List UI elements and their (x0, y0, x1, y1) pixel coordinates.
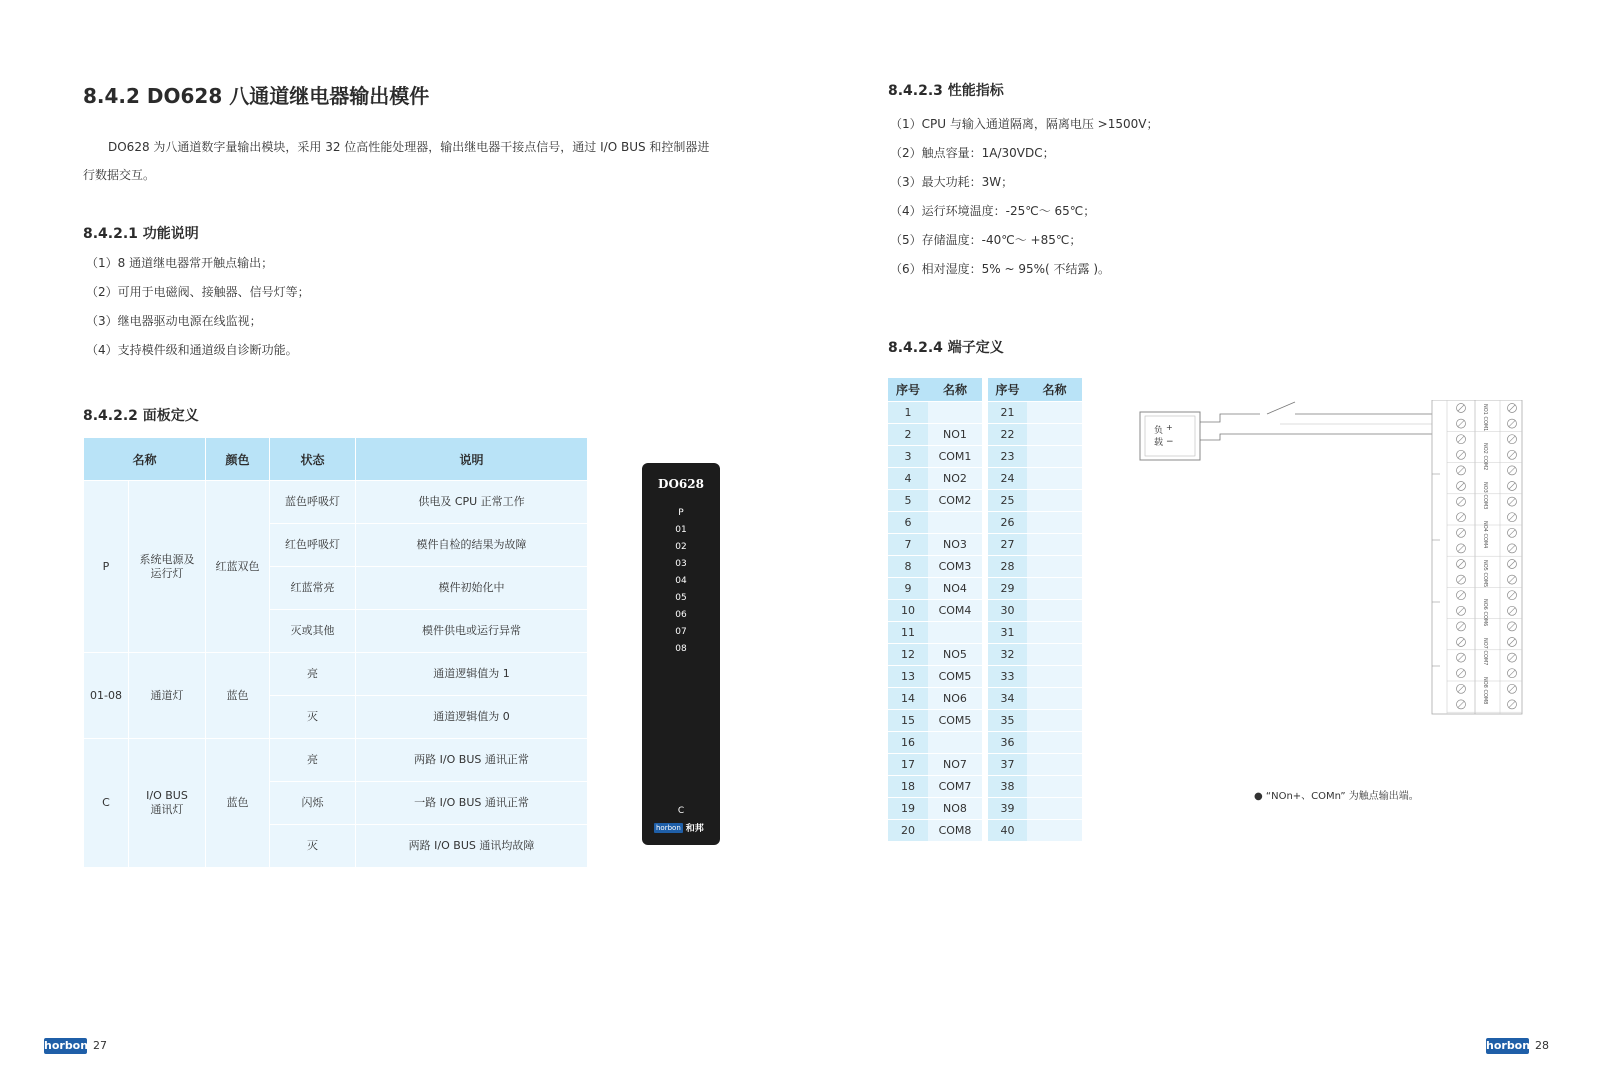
led-desc: 两路 I/O BUS 通讯正常 (356, 739, 588, 782)
table-row (888, 644, 1082, 666)
terminal-name (1027, 402, 1082, 424)
table-row (888, 578, 1082, 600)
terminal-name: COM5 (928, 666, 982, 688)
terminal-index: 1 (888, 402, 928, 424)
led-label-08: 08 (675, 644, 687, 654)
led-id: C (84, 739, 129, 868)
led-desc: 模件供电或运行异常 (356, 610, 588, 653)
terminal-definition-table (888, 378, 1082, 842)
led-desc: 模件自检的结果为故障 (356, 524, 588, 567)
terminal-index: 7 (888, 534, 928, 556)
led-label-05: 05 (675, 593, 687, 603)
wiring-diagram (1135, 400, 1525, 730)
terminal-index: 26 (988, 512, 1027, 534)
perf-item: （6）相对湿度：5% ~ 95%( 不结露 )。 (890, 262, 1111, 276)
terminal-index: 10 (888, 600, 928, 622)
terminal-name: COM8 (928, 820, 982, 842)
table-row (888, 512, 1082, 534)
module-brand-cn: 和邦 (685, 824, 704, 834)
horbon-logo: horbon (1486, 1039, 1531, 1052)
terminal-label: NO7 COM7 (1482, 638, 1488, 666)
table-row (888, 776, 1082, 798)
led-state: 亮 (270, 653, 356, 696)
terminal-index: 37 (988, 754, 1027, 776)
terminal-index: 29 (988, 578, 1027, 600)
table-row (888, 600, 1082, 622)
terminal-index: 3 (888, 446, 928, 468)
terminal-index: 27 (988, 534, 1027, 556)
col-header-name: 名称 (928, 378, 982, 402)
led-state: 灭或其他 (270, 610, 356, 653)
terminal-index: 35 (988, 710, 1027, 732)
terminal-name (1027, 622, 1082, 644)
perf-item: （3）最大功耗：3W； (890, 175, 1014, 189)
intro-line-1: DO628 为八通道数字量输出模块，采用 32 位高性能处理器，输出继电器干接点信号，通过 I/O BUS 和控制器进 (108, 140, 710, 154)
col-header-name: 名称 (1027, 378, 1082, 402)
led-desc: 供电及 CPU 正常工作 (356, 481, 588, 524)
terminal-heading: 8.4.2.4 端子定义 (888, 340, 1004, 356)
terminal-name (1027, 578, 1082, 600)
terminal-name (1027, 732, 1082, 754)
perf-item: （4）运行环境温度：-25℃～ 65℃； (890, 204, 1096, 218)
table-row (888, 534, 1082, 556)
terminal-name: NO5 (928, 644, 982, 666)
led-id: 01-08 (84, 653, 129, 739)
module-title: DO628 (658, 477, 704, 491)
terminal-index: 19 (888, 798, 928, 820)
terminal-index: 36 (988, 732, 1027, 754)
function-item: （2）可用于电磁阀、接触器、信号灯等； (86, 285, 310, 299)
led-name: 通道灯 (129, 653, 206, 739)
terminal-index: 15 (888, 710, 928, 732)
terminal-name: NO3 (928, 534, 982, 556)
terminal-name (1027, 666, 1082, 688)
led-label-07: 07 (675, 627, 687, 637)
table-row (888, 798, 1082, 820)
terminal-index: 33 (988, 666, 1027, 688)
terminal-label: NO3 COM3 (1482, 482, 1488, 510)
function-item: （1）8 通道继电器常开触点输出； (86, 256, 274, 270)
terminal-label: NO8 COM8 (1482, 677, 1488, 705)
minus-sign: − (1166, 437, 1174, 447)
table-row (888, 666, 1082, 688)
page-number: 27 (93, 1039, 107, 1052)
terminal-index: 9 (888, 578, 928, 600)
terminal-index: 23 (988, 446, 1027, 468)
led-state: 亮 (270, 739, 356, 782)
terminal-name: NO2 (928, 468, 982, 490)
terminal-index: 8 (888, 556, 928, 578)
terminal-index: 14 (888, 688, 928, 710)
panel-heading: 8.4.2.2 面板定义 (83, 408, 199, 424)
terminal-name: COM3 (928, 556, 982, 578)
terminal-name: NO4 (928, 578, 982, 600)
led-state: 灭 (270, 825, 356, 868)
terminal-index: 6 (888, 512, 928, 534)
function-item: （3）继电器驱动电源在线监视； (86, 314, 262, 328)
led-desc: 一路 I/O BUS 通讯正常 (356, 782, 588, 825)
perf-heading: 8.4.2.3 性能指标 (888, 83, 1004, 99)
led-name: 系统电源及 运行灯 (129, 481, 206, 653)
led-id: P (84, 481, 129, 653)
led-label-04: 04 (675, 576, 687, 586)
col-header-index: 序号 (888, 378, 928, 402)
terminal-name: COM1 (928, 446, 982, 468)
led-name: I/O BUS 通讯灯 (129, 739, 206, 868)
terminal-label: NO1 COM1 (1482, 404, 1488, 432)
terminal-index: 12 (888, 644, 928, 666)
terminal-name (1027, 754, 1082, 776)
led-desc: 两路 I/O BUS 通讯均故障 (356, 825, 588, 868)
terminal-index: 18 (888, 776, 928, 798)
led-state: 灭 (270, 696, 356, 739)
led-label-c: C (677, 806, 685, 816)
terminal-name (1027, 424, 1082, 446)
terminal-label: NO5 COM5 (1482, 560, 1488, 588)
led-state: 闪烁 (270, 782, 356, 825)
function-heading: 8.4.2.1 功能说明 (83, 226, 199, 242)
led-color: 蓝色 (206, 653, 270, 739)
terminal-index: 16 (888, 732, 928, 754)
col-header-desc: 说明 (356, 438, 588, 481)
led-label-01: 01 (675, 525, 687, 535)
terminal-name (928, 512, 982, 534)
table-row (888, 820, 1082, 842)
terminal-index: 38 (988, 776, 1027, 798)
terminal-name (1027, 600, 1082, 622)
led-desc: 通道逻辑值为 0 (356, 696, 588, 739)
terminal-name (928, 622, 982, 644)
terminal-name (1027, 776, 1082, 798)
plus-sign: + (1166, 423, 1173, 432)
terminal-name (1027, 644, 1082, 666)
terminal-name: NO1 (928, 424, 982, 446)
terminal-index: 25 (988, 490, 1027, 512)
terminal-index: 34 (988, 688, 1027, 710)
terminal-name (1027, 798, 1082, 820)
terminal-index: 24 (988, 468, 1027, 490)
terminal-name (1027, 446, 1082, 468)
load-label: 负 载 (1154, 426, 1164, 448)
led-state: 蓝色呼吸灯 (270, 481, 356, 524)
terminal-index: 20 (888, 820, 928, 842)
led-color: 红蓝双色 (206, 481, 270, 653)
terminal-index: 39 (988, 798, 1027, 820)
led-label-06: 06 (675, 610, 687, 620)
terminal-name: COM7 (928, 776, 982, 798)
terminal-name (928, 402, 982, 424)
col-header-state: 状态 (270, 438, 356, 481)
module-front-panel (642, 463, 720, 845)
terminal-index: 32 (988, 644, 1027, 666)
terminal-block (1432, 400, 1522, 714)
table-row (888, 402, 1082, 424)
terminal-label: NO4 COM4 (1482, 521, 1488, 549)
terminal-name (1027, 556, 1082, 578)
terminal-name (1027, 820, 1082, 842)
table-row (888, 424, 1082, 446)
page-number: 28 (1535, 1039, 1549, 1052)
function-item: （4）支持模件级和通道级自诊断功能。 (86, 343, 298, 357)
note-bullet-icon: ● (1254, 791, 1266, 802)
terminal-name (1027, 468, 1082, 490)
terminal-name (1027, 512, 1082, 534)
terminal-index: 31 (988, 622, 1027, 644)
terminal-name: NO6 (928, 688, 982, 710)
table-row (888, 490, 1082, 512)
note-text: “NOn+、COMn” 为触点输出端。 (1265, 791, 1419, 802)
terminal-index: 30 (988, 600, 1027, 622)
terminal-name (1027, 490, 1082, 512)
table-row (888, 468, 1082, 490)
terminal-name: NO8 (928, 798, 982, 820)
perf-item: （2）触点容量：1A/30VDC； (890, 146, 1055, 160)
led-label-02: 02 (675, 542, 687, 552)
terminal-name (928, 732, 982, 754)
terminal-name: COM2 (928, 490, 982, 512)
terminal-label: NO6 COM6 (1482, 599, 1488, 627)
terminal-name: COM5 (928, 710, 982, 732)
table-row (888, 556, 1082, 578)
terminal-index: 4 (888, 468, 928, 490)
terminal-name (1027, 688, 1082, 710)
col-header-index: 序号 (988, 378, 1027, 402)
table-row (888, 754, 1082, 776)
terminal-index: 22 (988, 424, 1027, 446)
terminal-name (1027, 710, 1082, 732)
table-row (888, 688, 1082, 710)
terminal-note (1254, 787, 1419, 802)
col-header-color: 颜色 (206, 438, 270, 481)
led-label-03: 03 (675, 559, 687, 569)
table-row (888, 732, 1082, 754)
table-row (888, 622, 1082, 644)
terminal-label: NO2 COM2 (1482, 443, 1488, 471)
terminal-name (1027, 534, 1082, 556)
relay-switch (1267, 402, 1295, 414)
led-desc: 模件初始化中 (356, 567, 588, 610)
module-brand-logo: horbon (656, 823, 681, 832)
led-label-p: P (678, 508, 684, 518)
section-heading: 8.4.2 DO628 八通道继电器输出模件 (83, 84, 430, 108)
terminal-index: 17 (888, 754, 928, 776)
terminal-index: 2 (888, 424, 928, 446)
terminal-index: 11 (888, 622, 928, 644)
horbon-logo: horbon (44, 1039, 89, 1052)
terminal-name: NO7 (928, 754, 982, 776)
table-row (888, 446, 1082, 468)
led-color: 蓝色 (206, 739, 270, 868)
perf-item: （1）CPU 与输入通道隔离，隔离电压 >1500V； (890, 117, 1159, 131)
terminal-index: 5 (888, 490, 928, 512)
terminal-index: 40 (988, 820, 1027, 842)
panel-definition-table (83, 437, 588, 868)
terminal-index: 21 (988, 402, 1027, 424)
col-header-name: 名称 (84, 438, 206, 481)
terminal-index: 28 (988, 556, 1027, 578)
module-brand (654, 821, 704, 834)
terminal-name: COM4 (928, 600, 982, 622)
intro-line-2: 行数据交互。 (83, 168, 156, 182)
perf-item: （5）存储温度：-40℃～ +85℃； (890, 233, 1082, 247)
table-row (888, 710, 1082, 732)
led-desc: 通道逻辑值为 1 (356, 653, 588, 696)
terminal-index: 13 (888, 666, 928, 688)
led-state: 红色呼吸灯 (270, 524, 356, 567)
led-state: 红蓝常亮 (270, 567, 356, 610)
